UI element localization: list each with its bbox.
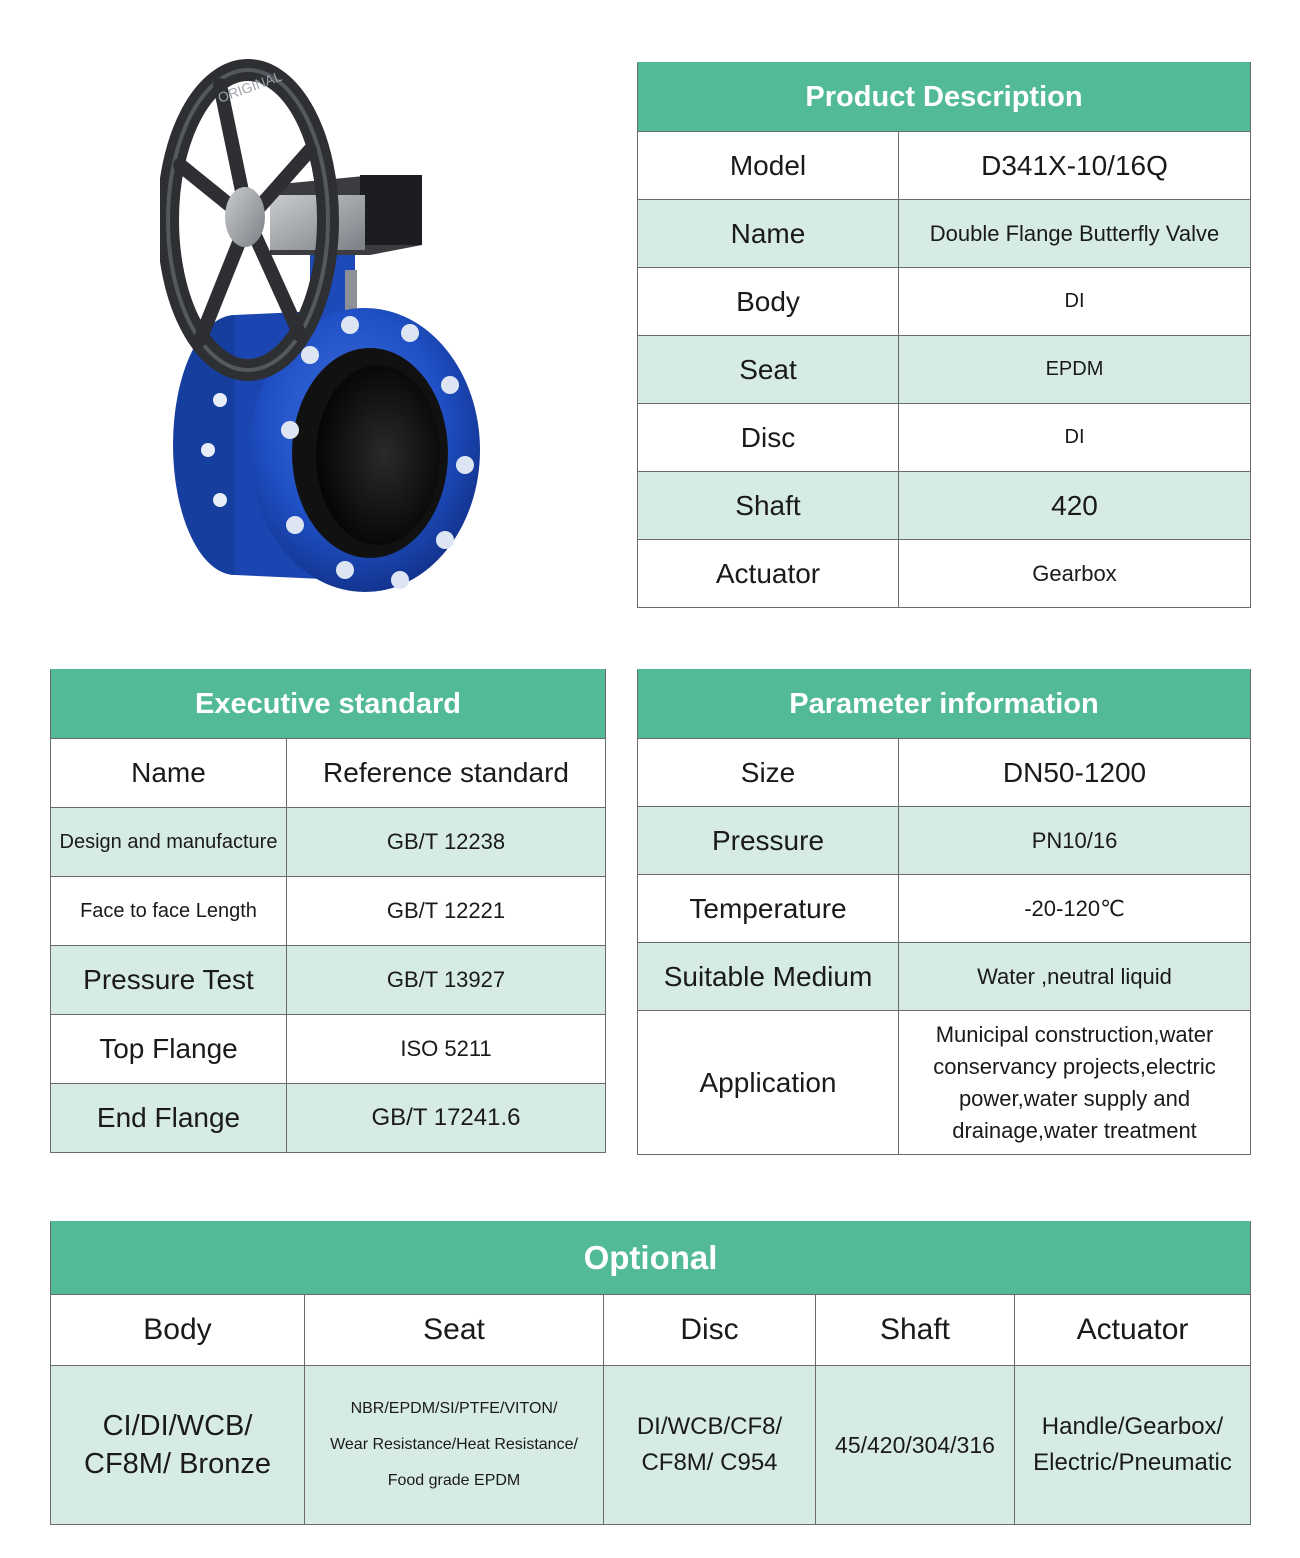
butterfly-valve-image xyxy=(160,55,490,615)
model-value: D341X-10/16Q xyxy=(899,132,1251,200)
body-value: DI xyxy=(899,268,1251,336)
executive-standard-title: Executive standard xyxy=(51,670,606,739)
face-to-face-value: GB/T 12221 xyxy=(287,877,606,946)
name-label: Name xyxy=(638,200,899,268)
pressure-value: PN10/16 xyxy=(899,807,1251,875)
face-to-face-label: Face to face Length xyxy=(51,877,287,946)
optional-actuator-values: Handle/Gearbox/ Electric/Pneumatic xyxy=(1015,1366,1251,1525)
application-label: Application xyxy=(638,1011,899,1155)
optional-body-values: CI/DI/WCB/ CF8M/ Bronze xyxy=(51,1366,305,1525)
application-value: Municipal construction,water conservancy projects,electric power,water supply and drainage,water treatment xyxy=(899,1011,1251,1155)
parameter-information-table xyxy=(637,669,1251,1155)
parameter-information-title: Parameter information xyxy=(638,670,1251,739)
optional-title: Optional xyxy=(51,1222,1251,1295)
suitable-medium-label: Suitable Medium xyxy=(638,943,899,1011)
optional-shaft-values: 45/420/304/316 xyxy=(816,1366,1015,1525)
actuator-value: Gearbox xyxy=(899,540,1251,608)
optional-disc-values: DI/WCB/CF8/ CF8M/ C954 xyxy=(604,1366,816,1525)
shaft-label: Shaft xyxy=(638,472,899,540)
optional-seat-values xyxy=(305,1366,604,1525)
optional-header-body: Body xyxy=(51,1295,305,1366)
design-manufacture-label: Design and manufacture xyxy=(51,808,287,877)
top-flange-value: ISO 5211 xyxy=(287,1015,606,1084)
product-description-table xyxy=(637,62,1251,608)
disc-label: Disc xyxy=(638,404,899,472)
executive-standard-table xyxy=(50,669,606,1153)
shaft-value: 420 xyxy=(899,472,1251,540)
temperature-label: Temperature xyxy=(638,875,899,943)
pressure-test-label: Pressure Test xyxy=(51,946,287,1015)
optional-seat-line-2: Wear Resistance/Heat Resistance/ xyxy=(330,1436,578,1453)
suitable-medium-value: Water ,neutral liquid xyxy=(899,943,1251,1011)
pressure-label: Pressure xyxy=(638,807,899,875)
optional-table xyxy=(50,1221,1251,1525)
seat-label: Seat xyxy=(638,336,899,404)
optional-seat-line-3: Food grade EPDM xyxy=(387,1472,521,1489)
design-manufacture-value: GB/T 12238 xyxy=(287,808,606,877)
model-label: Model xyxy=(638,132,899,200)
pressure-test-value: GB/T 13927 xyxy=(287,946,606,1015)
body-label: Body xyxy=(638,268,899,336)
optional-header-shaft: Shaft xyxy=(816,1295,1015,1366)
exec-header-name: Name xyxy=(51,739,287,808)
optional-header-disc: Disc xyxy=(604,1295,816,1366)
end-flange-label: End Flange xyxy=(51,1084,287,1153)
disc-value: DI xyxy=(899,404,1251,472)
size-label: Size xyxy=(638,739,899,807)
optional-header-seat: Seat xyxy=(305,1295,604,1366)
product-description-title: Product Description xyxy=(638,63,1251,132)
optional-header-actuator: Actuator xyxy=(1015,1295,1251,1366)
end-flange-value: GB/T 17241.6 xyxy=(287,1084,606,1153)
temperature-value: -20-120℃ xyxy=(899,875,1251,943)
wheel-brand-text: ORIGINAL xyxy=(215,67,284,106)
size-value: DN50-1200 xyxy=(899,739,1251,807)
optional-seat-line-1: NBR/EPDM/SI/PTFE/VITON/ xyxy=(350,1400,558,1417)
name-value: Double Flange Butterfly Valve xyxy=(899,200,1251,268)
actuator-label: Actuator xyxy=(638,540,899,608)
seat-value: EPDM xyxy=(899,336,1251,404)
exec-header-ref: Reference standard xyxy=(287,739,606,808)
top-flange-label: Top Flange xyxy=(51,1015,287,1084)
